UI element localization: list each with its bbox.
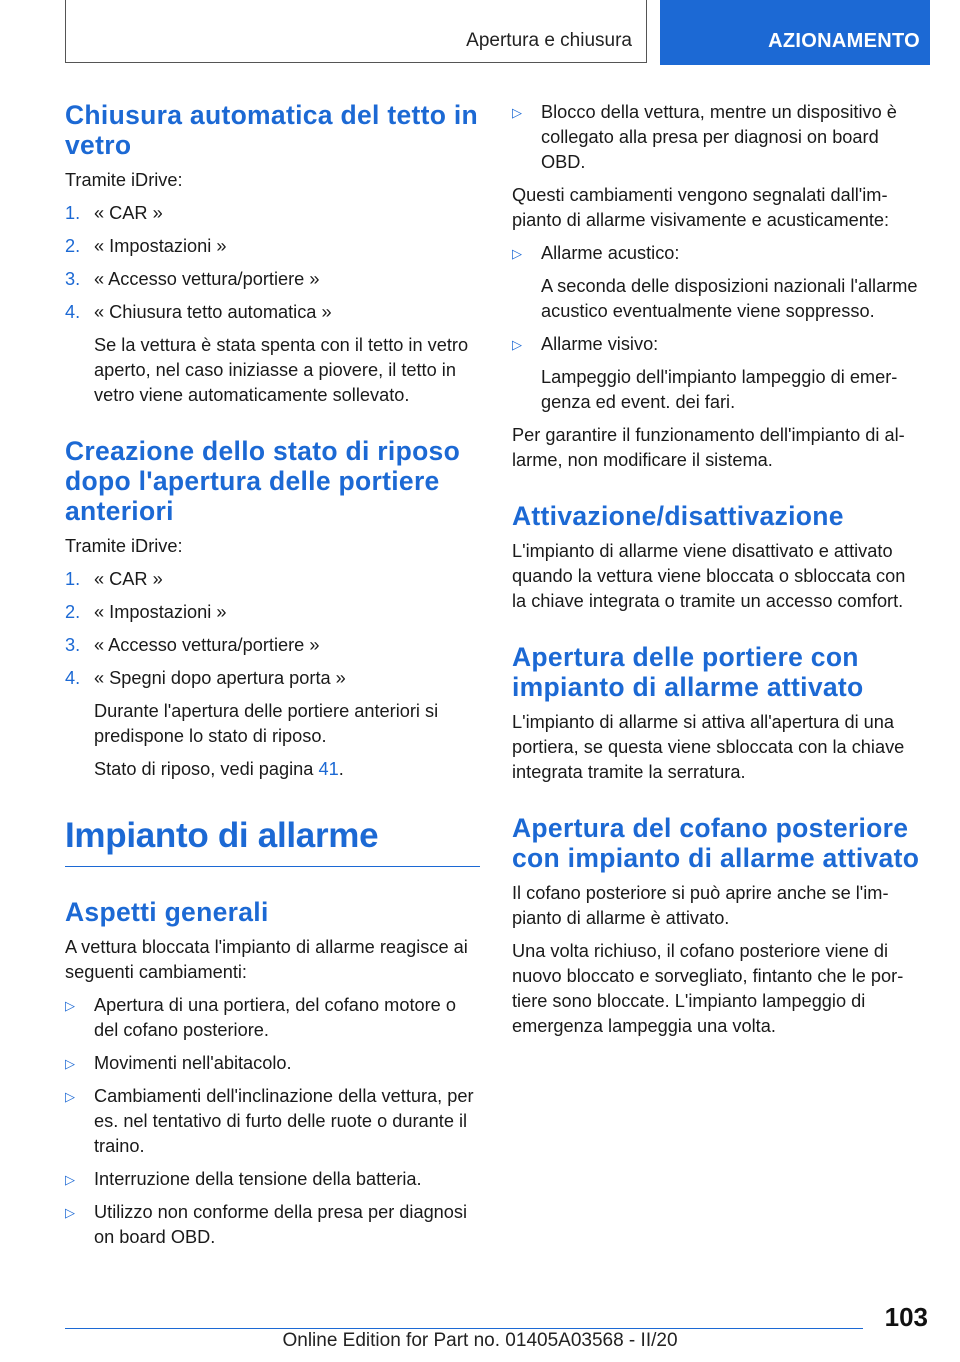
step-number: 3. <box>65 269 81 289</box>
step-text: « Impostazioni » <box>94 602 227 622</box>
step-number: 2. <box>65 602 81 622</box>
section-title-doors-alarm: Apertura delle portiere con impianto di allarme attivato <box>512 642 864 702</box>
section-intro: A vettura bloccata l'impianto di allarme reagisce ai seguenti cambiamenti: <box>65 937 468 982</box>
bullet-text: Allarme visivo: <box>541 334 659 354</box>
step-text: « CAR » <box>94 203 163 223</box>
paragraph: Una volta richiuso, il cofano posteriore viene di nuovo bloccato e sorvegliato, fintanto che le portiere sono bloccate. L'impianto lampeggio di emergenza lampeggia una volta. <box>512 941 904 1036</box>
step-note: Durante l'apertura delle portiere anteriori si predispone lo stato di riposo. <box>94 701 439 746</box>
bullet-text: Movimenti nell'abitacolo. <box>94 1053 292 1073</box>
right-column <box>512 100 924 1047</box>
section-title-general: Aspetti generali <box>65 897 269 927</box>
step-text: « Impostazioni » <box>94 236 227 256</box>
bullet-item <box>65 1084 480 1159</box>
section-title-glass-roof: Chiusura automatica del tetto in vetro <box>65 100 479 160</box>
step-item <box>65 633 480 658</box>
step-item <box>65 234 480 259</box>
step-number: 4. <box>65 302 81 322</box>
step-text: « CAR » <box>94 569 163 589</box>
paragraph: L'impianto di allarme si attiva all'apertura di una portiera, se questa viene sbloccata con la chiave integrata tramite la serratura. <box>512 712 905 782</box>
step-reference <box>94 757 480 782</box>
left-column <box>65 100 480 1258</box>
triangle-right-icon: ▷ <box>512 337 522 352</box>
reference-end: . <box>338 759 344 779</box>
paragraph: L'impianto di allarme viene disattivato e attivato quando la vettura viene bloccata o sbloccata con la chiave integrata o tramite un accesso comfort. <box>512 541 906 611</box>
page-header <box>65 0 930 65</box>
step-number: 3. <box>65 635 81 655</box>
bullet-note: A seconda delle disposizioni nazionali l'allarme acustico eventualmente viene soppresso. <box>541 276 918 321</box>
bullet-text: Blocco della vettura, mentre un dispositivo è collegato alla presa per diagnosi on board OBD. <box>541 102 897 172</box>
bullet-text: Interruzione della tensione della batteria. <box>94 1169 422 1189</box>
step-number: 4. <box>65 668 81 688</box>
step-item <box>65 666 480 782</box>
bullet-text: Cambiamenti dell'inclinazione della vettura, per es. nel tentativo di furto delle ruote o durante il traino. <box>94 1086 474 1156</box>
step-item <box>65 201 480 226</box>
paragraph: Questi cambiamenti vengono segnalati dall'impianto di allarme visivamente e acusticamente: <box>512 185 890 230</box>
triangle-right-icon: ▷ <box>65 998 75 1013</box>
triangle-right-icon: ▷ <box>65 1056 75 1071</box>
step-item <box>65 567 480 592</box>
steps-list <box>65 567 480 782</box>
step-text: « Accesso vettura/portiere » <box>94 635 320 655</box>
page-number: 103 <box>884 1302 928 1332</box>
paragraph: Per garantire il funzionamento dell'impianto di allarme, non modificare il sistema. <box>512 425 905 470</box>
section-intro: Tramite iDrive: <box>65 170 183 190</box>
section-intro: Tramite iDrive: <box>65 536 183 556</box>
header-chapter-tab <box>660 0 930 65</box>
footer-divider <box>65 1328 863 1329</box>
bullet-item <box>512 241 924 324</box>
header-section-box <box>65 0 647 63</box>
step-number: 2. <box>65 236 81 256</box>
bullet-item <box>512 100 924 175</box>
page-link[interactable]: 41 <box>318 759 339 779</box>
step-item <box>65 600 480 625</box>
bullet-item <box>65 1200 480 1250</box>
section-title-rest-state: Creazione dello stato di riposo dopo l'apertura delle portiere anteriori <box>65 436 461 526</box>
step-item <box>65 300 480 408</box>
triangle-right-icon: ▷ <box>65 1089 75 1104</box>
step-number: 1. <box>65 203 81 223</box>
bullet-text: Utilizzo non conforme della presa per diagnosi on board OBD. <box>94 1202 468 1247</box>
bullet-item <box>65 1167 480 1192</box>
header-chapter-title: AZIONAMENTO <box>768 30 920 52</box>
paragraph: Il cofano posteriore si può aprire anche se l'impianto di allarme è attivato. <box>512 883 889 928</box>
triangle-right-icon: ▷ <box>512 105 522 120</box>
triangle-right-icon: ▷ <box>65 1172 75 1187</box>
bullet-item <box>65 1051 480 1076</box>
step-item <box>65 267 480 292</box>
footer-edition: Online Edition for Part no. 01405A03568 - II/20 <box>282 1330 678 1351</box>
step-number: 1. <box>65 569 81 589</box>
triangle-right-icon: ▷ <box>65 1205 75 1220</box>
bullet-list <box>512 241 924 415</box>
section-title-activation: Attivazione/disattivazione <box>512 501 844 531</box>
bullet-list <box>65 993 480 1250</box>
bullet-text: Allarme acustico: <box>541 243 680 263</box>
reference-text: Stato di riposo, vedi pagina <box>94 759 319 779</box>
step-text: « Accesso vettura/portiere » <box>94 269 320 289</box>
bullet-text: Apertura di una portiera, del cofano motore o del cofano posteriore. <box>94 995 456 1040</box>
bullet-item <box>65 993 480 1043</box>
step-note: Se la vettura è stata spenta con il tetto in vetro aperto, nel caso iniziasse a piovere, il tetto in vetro viene automaticamente sollevato. <box>94 335 469 405</box>
bullet-list <box>512 100 924 175</box>
step-text: « Spegni dopo apertura porta » <box>94 668 346 688</box>
steps-list <box>65 201 480 408</box>
bullet-item <box>512 332 924 415</box>
triangle-right-icon: ▷ <box>512 246 522 261</box>
bullet-note: Lampeggio dell'impianto lampeggio di emergenza ed event. dei fari. <box>541 367 898 412</box>
chapter-heading-alarm: Impianto di allarme <box>65 816 480 867</box>
section-title-tailgate-alarm: Apertura del cofano posteriore con impianto di allarme attivato <box>512 813 920 873</box>
header-section-title: Apertura e chiusura <box>466 30 632 51</box>
step-text: « Chiusura tetto automatica » <box>94 302 332 322</box>
